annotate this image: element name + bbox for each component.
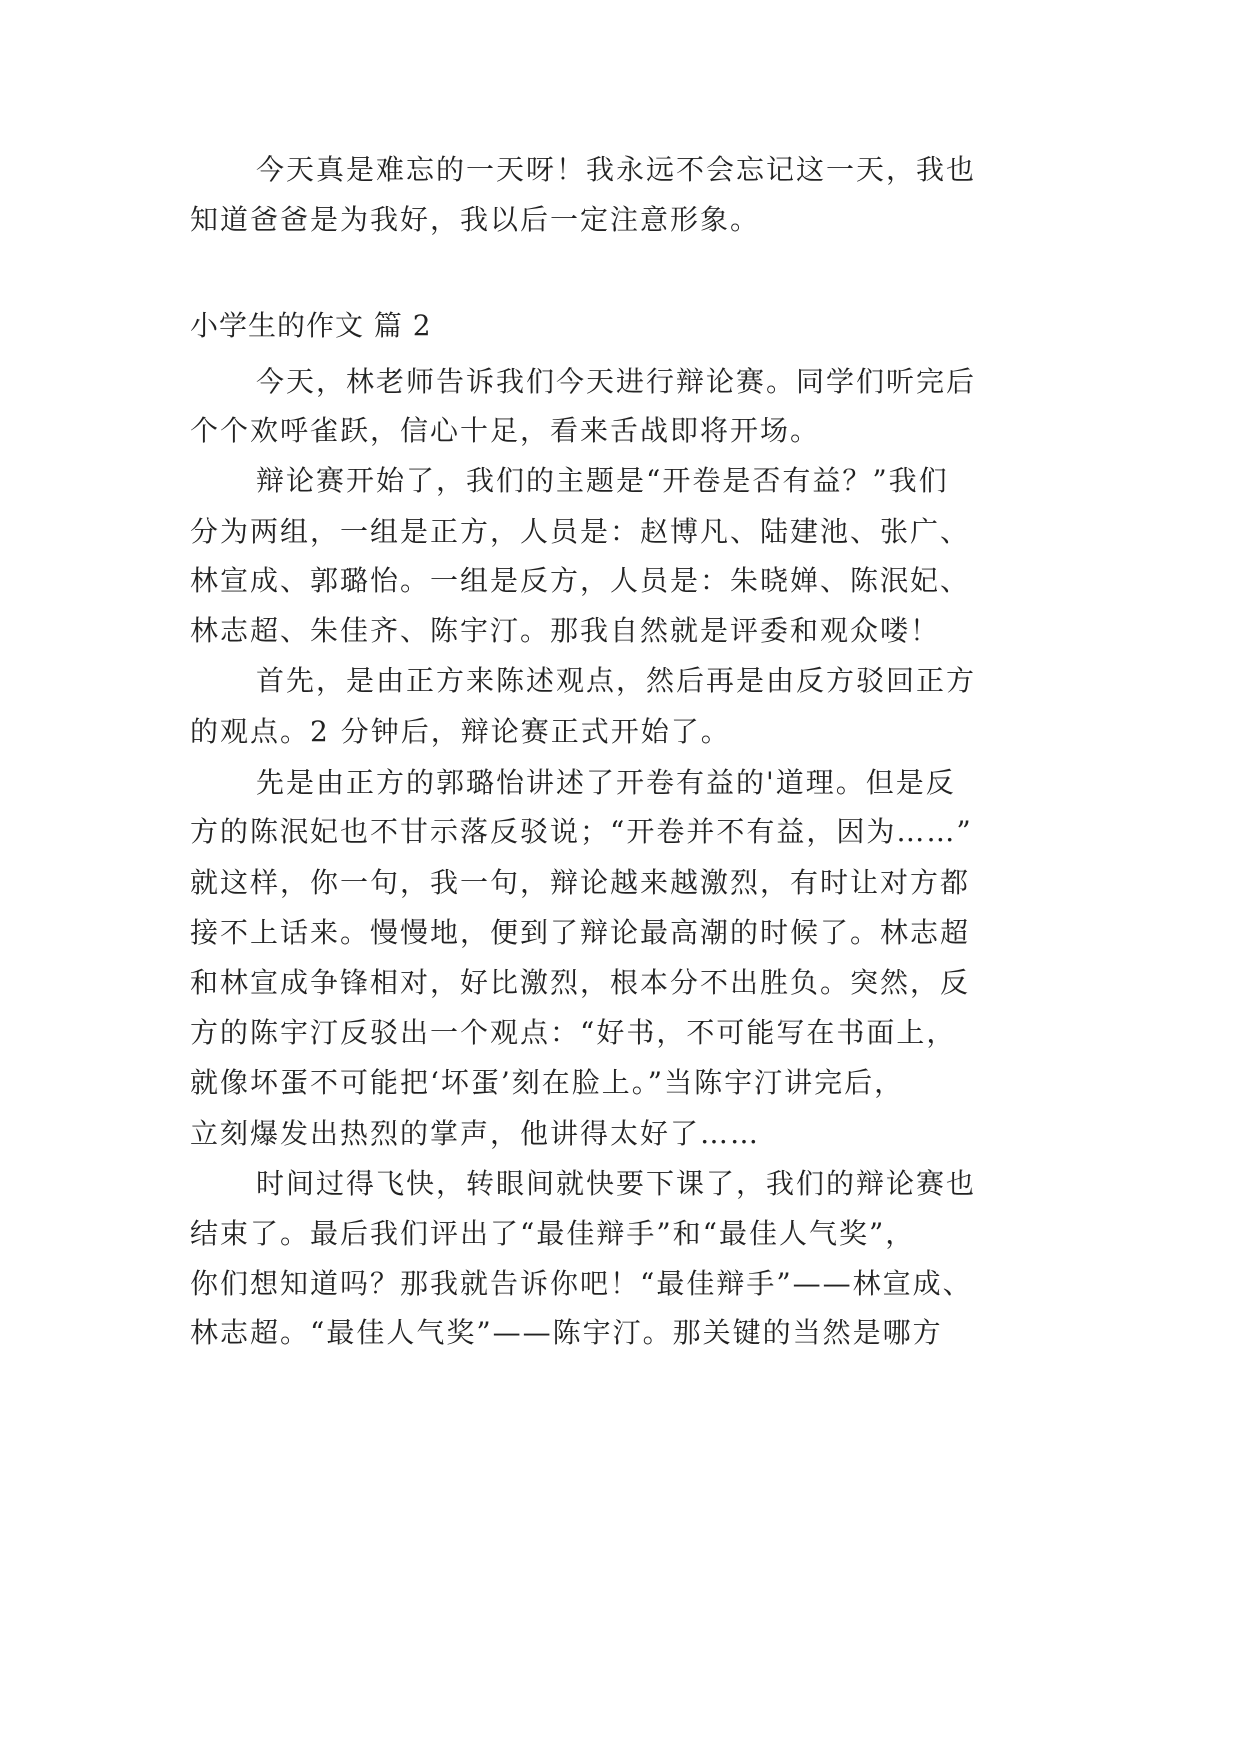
text-line: 方的陈泯妃也不甘示落反驳说；“开卷并不有益，因为……” xyxy=(190,815,973,848)
text-line: 时间过得飞快，转眼间就快要下课了，我们的辩论赛也 xyxy=(256,1167,977,1200)
text-line: 首先，是由正方来陈述观点，然后再是由反方驳回正方 xyxy=(256,664,977,697)
text-line: 林宣成、郭璐怡。一组是反方，人员是：朱晓婵、陈泯妃、 xyxy=(190,564,971,597)
text-line: 结束了。最后我们评出了“最佳辩手”和“最佳人气奖”， xyxy=(190,1217,916,1250)
text-line: 知道爸爸是为我好，我以后一定注意形象。 xyxy=(190,203,761,236)
text-line: 接不上话来。慢慢地，便到了辩论最高潮的时候了。林志超 xyxy=(190,916,971,949)
text-line: 和林宣成争锋相对，好比激烈，根本分不出胜负。突然，反 xyxy=(190,966,971,999)
text-line: 方的陈宇汀反驳出一个观点：“好书，不可能写在书面上， xyxy=(190,1016,957,1049)
text-line: 立刻爆发出热烈的掌声，他讲得太好了…… xyxy=(190,1117,761,1150)
text-line: 林志超。“最佳人气奖”——陈宇汀。那关键的当然是哪方 xyxy=(190,1316,943,1349)
text-line: 就这样，你一句，我一句，辩论越来越激烈，有时让对方都 xyxy=(190,866,971,899)
text-line: 就像坏蛋不可能把‘坏蛋’刻在脸上。”当陈宇汀讲完后， xyxy=(190,1066,905,1099)
section-title: 小学生的作文 篇 2 xyxy=(190,309,432,342)
text-line: 的观点。2 分钟后，辩论赛正式开始了。 xyxy=(190,715,731,748)
text-line: 辩论赛开始了，我们的主题是“开卷是否有益？”我们 xyxy=(256,464,949,497)
text-line: 个个欢呼雀跃，信心十足，看来舌战即将开场。 xyxy=(190,414,821,447)
text-line: 今天，林老师告诉我们今天进行辩论赛。同学们听完后 xyxy=(256,365,977,398)
text-line: 分为两组，一组是正方，人员是：赵博凡、陆建池、张广、 xyxy=(190,515,971,548)
text-line: 先是由正方的郭璐怡讲述了开卷有益的'道理。但是反 xyxy=(256,766,956,799)
text-line: 今天真是难忘的一天呀！我永远不会忘记这一天，我也 xyxy=(256,153,977,186)
text-line: 林志超、朱佳齐、陈宇汀。那我自然就是评委和观众喽！ xyxy=(190,614,941,647)
text-line: 你们想知道吗？那我就告诉你吧！“最佳辩手”——林宣成、 xyxy=(190,1267,973,1300)
